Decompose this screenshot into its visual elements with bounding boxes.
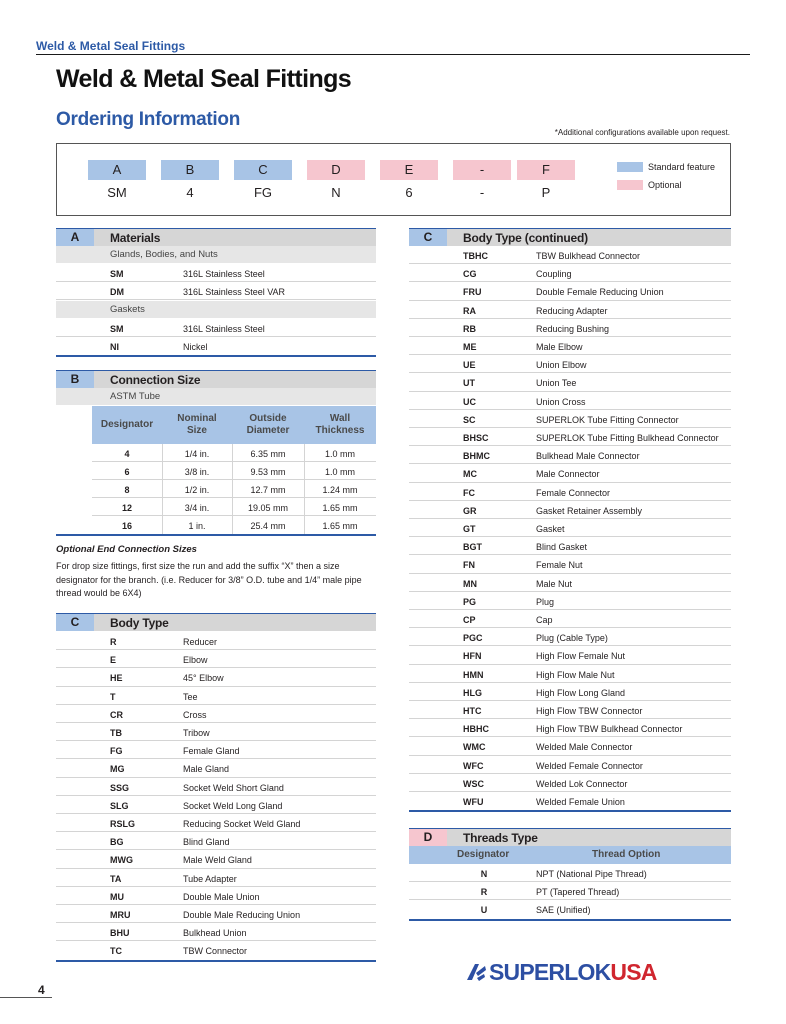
row-desc: Female Connector [536,487,611,498]
row-desc: Welded Male Connector [536,742,633,753]
row-desc: High Flow Female Nut [536,651,626,662]
col-separator [304,498,305,516]
table-row [409,683,731,701]
table-row [56,869,376,887]
row-code: T [110,691,116,702]
row-code: FN [463,560,475,571]
table-row [409,610,731,628]
row-code: MRU [110,910,131,920]
row-desc: Union Cross [536,396,586,407]
row-code: CG [463,269,477,280]
table-row [409,792,731,810]
row-desc: Double Male Union [183,891,260,902]
legend-optional-label: Optional [648,180,682,190]
row-code: RSLG [110,819,136,829]
code-label-f: F [517,160,575,180]
cell-nominal: 1/4 in. [184,449,210,459]
row-code: BHSC [463,433,489,443]
block-bottom-rule [409,919,731,921]
row-code: MC [463,469,477,480]
page-number-rule [0,997,52,998]
col-separator [232,444,233,462]
row-code: SM [110,269,124,279]
table-row [56,850,376,868]
threads-table-header [409,846,731,864]
code-value-c: FG [253,185,273,200]
row-code: MU [110,891,124,902]
row-code: UC [463,396,476,407]
row-code: R [480,887,488,898]
connection-size-letter: B [56,371,94,388]
table-row [56,668,376,686]
running-head: Weld & Metal Seal Fittings [36,39,186,53]
row-desc: Welded Lok Connector [536,778,628,789]
table-row [409,864,731,882]
row-desc: Socket Weld Short Gland [183,782,284,793]
row-code: HTC [463,706,482,716]
row-code: WFC [463,760,484,771]
table-row [409,882,731,900]
col-separator [232,498,233,516]
page-number: 4 [38,983,45,997]
table-row [56,923,376,941]
block-bottom-rule [409,810,731,812]
row-desc: Coupling [536,269,572,280]
row-desc: Bulkhead Male Connector [536,451,640,462]
row-code: FRU [463,287,482,298]
logo-text-usa: USA [610,959,657,985]
config-note: *Additional configurations available upon request. [554,128,730,137]
table-row [56,632,376,650]
row-desc: Male Weld Gland [183,855,252,866]
code-label-a: A [88,160,146,180]
col-outside-1: Outside [249,413,287,424]
row-desc: Gasket [536,524,565,534]
row-desc: Female Nut [536,560,583,571]
row-code: DM [110,287,124,297]
body-type-header [56,613,376,631]
cell-designator: 4 [124,449,130,459]
col-nominal-2: Size [186,425,207,436]
header-rule [36,54,750,55]
col-separator [162,498,163,516]
table-row [56,650,376,668]
code-value-d: N [331,185,341,200]
table-row [409,483,731,501]
code-value-dash: - [479,185,485,200]
col-wall-2: Thickness [315,425,365,436]
table-row [409,337,731,355]
table-row [409,319,731,337]
body-type-title: Body Type [110,616,169,630]
table-row [409,301,731,319]
row-code: WFU [463,797,484,807]
cell-wall: 1.0 mm [324,449,355,459]
row-desc: Welded Female Connector [536,760,643,771]
col-separator [162,516,163,534]
row-desc: Double Female Reducing Union [536,287,664,298]
table-row [56,778,376,796]
table-row [409,537,731,555]
row-desc: Reducing Socket Weld Gland [183,819,301,829]
row-desc: SUPERLOK Tube Fitting Connector [536,414,679,425]
table-row [56,264,376,282]
row-code: U [480,905,488,916]
cell-wall: 1.65 mm [322,503,358,513]
row-code: HBHC [463,724,489,735]
row-code: WMC [463,742,486,753]
row-desc: High Flow TBW Bulkhead Connector [536,724,683,735]
row-code: RA [463,305,476,316]
table-row [409,392,731,410]
logo-text-superlok: SUPERLOK [489,959,611,985]
table-row [409,737,731,755]
table-row [409,719,731,737]
row-desc: Reducer [183,637,218,647]
row-code: RB [463,323,476,334]
row-code: PGC [463,633,483,644]
table-row [56,282,376,300]
cell-outside: 25.4 mm [250,521,286,531]
table-row [56,741,376,759]
col-thread-designator: Designator [457,849,510,860]
materials-bottom-rule [56,355,376,357]
row-code: HLG [463,687,482,698]
row-desc: Union Tee [536,378,577,389]
legend-optional-swatch [617,180,643,190]
row-desc: Plug (Cable Type) [536,633,608,644]
cell-outside: 6.35 mm [250,449,286,459]
cell-outside: 12.7 mm [250,485,286,495]
cell-nominal: 3/8 in. [184,467,210,477]
code-value-e: 6 [405,185,413,200]
row-desc: Reducing Bushing [536,323,610,334]
row-code: BG [110,837,124,848]
table-row [409,282,731,300]
row-code: HE [110,673,123,684]
legend-standard-swatch [617,162,643,172]
col-separator [162,444,163,462]
table-row [409,464,731,482]
table-row [56,687,376,705]
row-desc: Female Gland [183,746,240,757]
row-desc: Plug [536,596,555,607]
row-code: ME [463,342,477,352]
row-code: TB [110,728,122,738]
superlok-logo-icon [464,960,488,984]
row-code: GT [463,524,476,534]
table-row [409,628,731,646]
superlok-logo-text [489,959,657,986]
code-value-a: SM [107,185,127,200]
table-row [56,814,376,832]
row-desc: 316L Stainless Steel [183,324,265,334]
table-row [409,756,731,774]
row-desc: Reducing Adapter [536,305,608,316]
table-row [92,480,376,498]
row-desc: Tribow [183,728,210,738]
table-row [92,462,376,480]
row-code: TC [110,946,122,957]
row-desc: Bulkhead Union [183,928,247,939]
row-desc: Tee [183,691,198,702]
materials-letter: A [56,229,94,246]
table-row [56,759,376,777]
row-code: R [110,637,117,647]
code-value-f: P [541,185,551,200]
row-code: BHMC [463,451,490,462]
table-row [409,646,731,664]
row-code: SM [110,324,124,334]
col-outside-2: Diameter [246,425,290,436]
size-table-header [92,406,376,444]
col-thread-option: Thread Option [592,849,661,860]
code-label-c: C [234,160,292,180]
row-code: BHU [110,928,130,939]
table-row [409,555,731,573]
row-desc: Male Gland [183,764,230,775]
table-row [409,665,731,683]
materials-group-glands: Glands, Bodies, and Nuts [56,246,376,263]
cell-designator: 16 [121,521,132,531]
table-row [409,592,731,610]
connection-size-subtitle: ASTM Tube [56,388,376,405]
row-code: BGT [463,542,482,553]
table-row [409,701,731,719]
row-code: SLG [110,800,129,811]
connection-size-header [56,370,376,388]
table-row [409,355,731,373]
row-desc: Welded Female Union [536,797,625,807]
table-row [56,832,376,850]
connection-size-bottom-rule [56,534,376,536]
row-code: UE [463,360,476,371]
col-separator [304,480,305,498]
row-desc: High Flow Long Gland [536,687,626,698]
code-label-b: B [161,160,219,180]
row-code: SC [463,414,476,425]
threads-type-header [409,828,731,846]
cell-nominal: 1 in. [188,521,206,531]
table-row [56,705,376,723]
row-desc: NPT (National Pipe Thread) [536,869,647,879]
materials-title: Materials [110,231,161,245]
page-title: Weld & Metal Seal Fittings [56,65,352,93]
cell-wall: 1.24 mm [322,485,358,495]
materials-group-gaskets: Gaskets [56,301,376,318]
ordering-code-box [56,143,731,216]
table-row [56,941,376,959]
row-code: GR [463,505,477,516]
row-code: HMN [463,669,484,680]
row-code: CR [110,709,123,720]
col-separator [232,480,233,498]
table-row [92,444,376,462]
row-code: PG [463,596,477,607]
table-row [409,410,731,428]
body-type-cont-header [409,228,731,246]
table-row [92,516,376,534]
section-title: Ordering Information [56,109,241,130]
table-row [92,498,376,516]
row-desc: Union Elbow [536,360,587,371]
row-desc: Blind Gasket [536,542,588,553]
row-desc: High Flow TBW Connector [536,706,643,716]
row-desc: Socket Weld Long Gland [183,800,283,811]
row-code: SSG [110,782,130,793]
table-row [409,574,731,592]
row-code: HFN [463,651,482,662]
row-code: N [480,869,488,879]
row-code: FG [110,746,123,757]
optional-sizes-title: Optional End Connection Sizes [56,544,197,555]
optional-sizes-text: For drop size fittings, first size the run and add the suffix “X” then a size designator for the branch. (i.e. Reducer for 3/8” O.D. tube and 1/4” male pipe thread would be 6X4) [56,561,362,598]
row-desc: Cap [536,615,553,625]
col-separator [162,462,163,480]
row-desc: Male Elbow [536,342,583,352]
row-desc: Double Male Reducing Union [183,910,301,920]
row-desc: 316L Stainless Steel VAR [183,287,286,297]
row-code: E [110,655,117,666]
cell-wall: 1.0 mm [324,467,355,477]
cell-designator: 8 [124,485,130,495]
row-code: TA [110,873,122,884]
cell-designator: 6 [124,467,130,477]
row-desc: Male Connector [536,469,600,480]
table-row [409,264,731,282]
code-label-e: E [380,160,438,180]
row-code: MN [463,578,477,589]
col-designator: Designator [100,419,154,430]
table-row [409,428,731,446]
row-desc: Gasket Retainer Assembly [536,505,643,516]
row-code: UT [463,378,475,389]
code-label-dash: - [453,160,511,180]
col-separator [304,462,305,480]
col-separator [232,462,233,480]
row-code: TBHC [463,251,488,261]
row-desc: High Flow Male Nut [536,669,615,680]
superlok-logo [464,958,686,988]
row-code: CP [463,615,476,625]
row-desc: TBW Connector [183,946,248,957]
table-row [56,319,376,337]
row-desc: 45° Elbow [183,673,224,684]
row-code: WSC [463,778,484,789]
row-desc: Cross [183,709,207,720]
code-label-d: D [307,160,365,180]
table-row [409,446,731,464]
table-row [409,501,731,519]
table-row [56,337,376,355]
cell-nominal: 3/4 in. [184,503,210,513]
col-separator [304,516,305,534]
code-value-b: 4 [186,185,194,200]
col-nominal-1: Nominal [177,413,217,424]
block-bottom-rule [56,960,376,962]
row-desc: PT (Tapered Thread) [536,887,620,898]
table-row [409,519,731,537]
col-separator [232,516,233,534]
body-type-cont-letter: C [409,229,447,246]
col-separator [162,480,163,498]
cell-wall: 1.65 mm [322,521,358,531]
connection-size-title: Connection Size [110,373,201,387]
row-desc: SUPERLOK Tube Fitting Bulkhead Connector [536,433,719,443]
row-code: FC [463,487,475,498]
row-code: MG [110,764,125,775]
cell-designator: 12 [121,503,132,513]
table-row [56,887,376,905]
row-desc: Tube Adapter [183,873,237,884]
row-code: MWG [110,855,133,866]
table-row [409,373,731,391]
col-wall-1: Wall [329,413,351,424]
table-row [409,900,731,918]
row-desc: TBW Bulkhead Connector [536,251,641,261]
cell-outside: 9.53 mm [250,467,286,477]
table-row [56,905,376,923]
legend-standard-label: Standard feature [648,162,716,172]
body-type-cont-title: Body Type (continued) [463,231,588,245]
row-desc: Male Nut [536,578,573,589]
row-desc: Elbow [183,655,208,666]
row-desc: Nickel [183,342,208,352]
col-separator [304,444,305,462]
materials-header [56,228,376,246]
threads-type-title: Threads Type [463,831,538,845]
row-desc: Blind Gland [183,837,230,848]
cell-nominal: 1/2 in. [184,485,210,495]
row-code: NI [110,342,119,352]
threads-type-letter: D [409,829,447,846]
row-desc: SAE (Unified) [536,905,591,916]
table-row [409,774,731,792]
body-type-letter: C [56,614,94,631]
table-row [56,796,376,814]
table-row [56,723,376,741]
row-desc: 316L Stainless Steel [183,269,265,279]
table-row [409,246,731,264]
cell-outside: 19.05 mm [247,503,289,513]
